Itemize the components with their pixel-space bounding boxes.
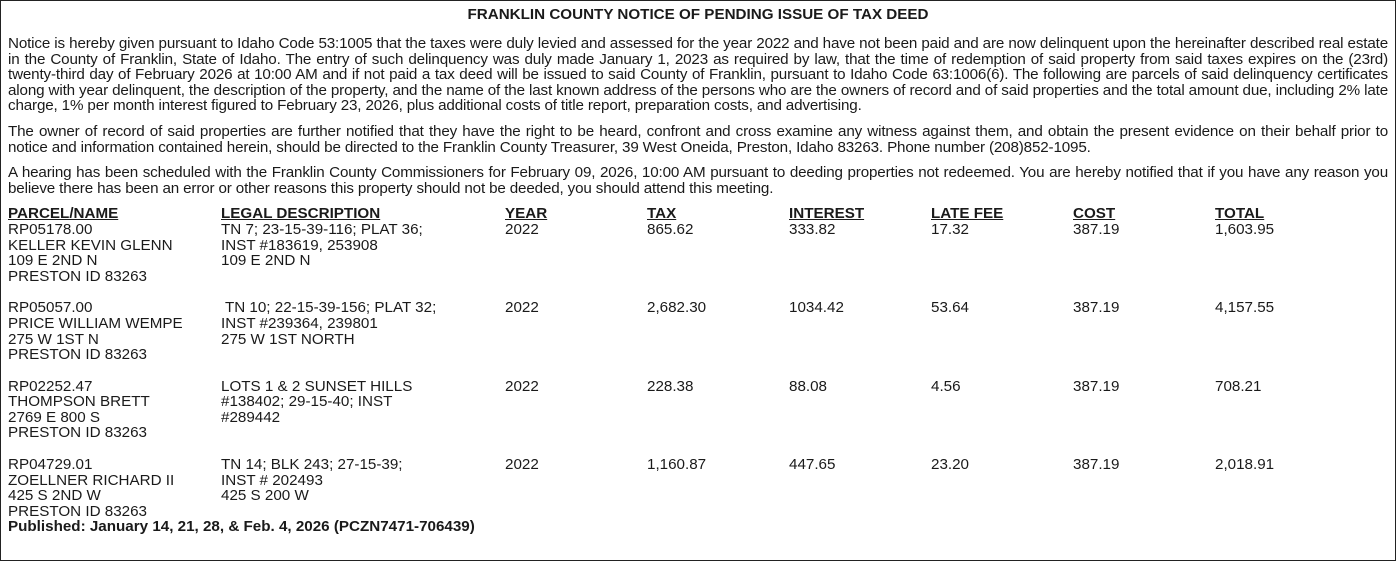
legal-description-cell xyxy=(221,222,505,284)
header-tax: TAX xyxy=(647,205,677,223)
cost-cell: 387.19 xyxy=(1073,220,1120,238)
legal-line: 425 S 200 W xyxy=(221,487,309,505)
parcel-line: 275 W 1ST N xyxy=(8,330,99,348)
interest-cell: 447.65 xyxy=(789,456,836,474)
parcel-line: 2769 E 800 S xyxy=(8,408,101,426)
tax-cell: 2,682.30 xyxy=(647,299,707,317)
parcel-line: KELLER KEVIN GLENN xyxy=(8,236,173,254)
publication-footer: Published: January 14, 21, 28, & Feb. 4, 2026 (PCZN7471-706439) xyxy=(8,518,475,536)
legal-line: #289442 xyxy=(221,408,281,426)
legal-line: INST #183619, 253908 xyxy=(221,236,378,254)
late-fee-cell: 4.56 xyxy=(931,377,961,395)
row-spacer xyxy=(8,363,1385,379)
year-cell: 2022 xyxy=(505,456,539,474)
header-parcel-name: PARCEL/NAME xyxy=(8,205,119,223)
parcel-line: ZOELLNER RICHARD II xyxy=(8,471,175,489)
tax-cell: 865.62 xyxy=(647,220,694,238)
parcel-line: PRESTON ID 83263 xyxy=(8,502,148,520)
legal-line: #138402; 29-15-40; INST xyxy=(221,393,393,411)
legal-line: TN 7; 23-15-39-116; PLAT 36; xyxy=(221,220,423,238)
legal-line: INST #239364, 239801 xyxy=(221,314,378,332)
interest-cell: 1034.42 xyxy=(789,299,844,317)
year-cell: 2022 xyxy=(505,220,539,238)
cost-cell: 387.19 xyxy=(1073,377,1120,395)
interest-cell: 88.08 xyxy=(789,377,828,395)
parcel-line: PRESTON ID 83263 xyxy=(8,346,148,364)
parcel-line: 109 E 2ND N xyxy=(8,252,98,270)
total-cell: 708.21 xyxy=(1215,377,1262,395)
parcel-line: PRESTON ID 83263 xyxy=(8,424,148,442)
notice-title: FRANKLIN COUNTY NOTICE OF PENDING ISSUE OF TAX DEED xyxy=(467,6,929,23)
row-spacer xyxy=(8,441,1385,457)
year-cell: 2022 xyxy=(505,377,539,395)
parcel-name-cell xyxy=(8,379,221,441)
notice-paragraph-owner-rights: The owner of record of said properties are further notified that they have the right to be heard, confront and cross examine any witness against them, and obtain the present evidence on their behalf prior to notice and information contained herein, should be directed to the Franklin County Treasurer, 39 West Oneida, Preston, Idaho 83263. Phone number (208)852-1095. xyxy=(8,122,1388,156)
legal-description-cell xyxy=(221,457,505,519)
cost-cell: 387.19 xyxy=(1073,299,1120,317)
parcel-line: RP04729.01 xyxy=(8,456,93,474)
year-cell: 2022 xyxy=(505,299,539,317)
legal-line: TN 10; 22-15-39-156; PLAT 32; xyxy=(221,299,437,317)
notice-paragraph-delinquency: Notice is hereby given pursuant to Idaho Code 53:1005 that the taxes were duly levied and assessed for the year 2022 and have not been paid and are now delinquent upon the hereinafter described real estate in the County of Franklin, State of Idaho. The entry of such delinquency was duly made January 1, 2023 as required by law, that the time of redemption of said property from said taxes expires on the (23rd) twenty-third day of February 2026 at 10:00 AM and if not paid a tax deed will be issued to said County of Franklin, pursuant to Idaho Code 63:1006(6). The following are parcels of said delinquency certificates along with year delinquent, the description of the property, and the name of the last known address of the persons who are the owners of record and of said properties and the total amount due, including 2% late charge, 1% per month interest figured to February 23, 2026, plus additional costs of title report, preparation costs, and advertising. xyxy=(8,35,1388,115)
cost-cell: 387.19 xyxy=(1073,456,1120,474)
header-interest: INTEREST xyxy=(789,205,865,223)
total-cell: 2,018.91 xyxy=(1215,456,1275,474)
parcel-line: RP05057.00 xyxy=(8,299,93,317)
header-total: TOTAL xyxy=(1215,205,1265,223)
legal-line: LOTS 1 & 2 SUNSET HILLS xyxy=(221,377,413,395)
legal-description-cell xyxy=(221,300,505,362)
parcel-line: RP02252.47 xyxy=(8,377,93,395)
legal-line: TN 14; BLK 243; 27-15-39; xyxy=(221,456,403,474)
parcel-name-cell xyxy=(8,457,221,519)
tax-cell: 1,160.87 xyxy=(647,456,707,474)
legal-description-cell xyxy=(221,379,505,441)
total-cell: 4,157.55 xyxy=(1215,299,1275,317)
header-year: YEAR xyxy=(505,205,548,223)
legal-line: 275 W 1ST NORTH xyxy=(221,330,355,348)
parcel-name-cell xyxy=(8,222,221,284)
total-cell: 1,603.95 xyxy=(1215,220,1275,238)
legal-line: INST # 202493 xyxy=(221,471,323,489)
interest-cell: 333.82 xyxy=(789,220,836,238)
parcel-table xyxy=(8,206,1388,519)
parcel-line: PRICE WILLIAM WEMPE xyxy=(8,314,183,332)
parcel-line: THOMPSON BRETT xyxy=(8,393,150,411)
row-spacer xyxy=(8,284,1385,300)
parcel-line: 425 S 2ND W xyxy=(8,487,101,505)
tax-cell: 228.38 xyxy=(647,377,694,395)
parcel-name-cell xyxy=(8,300,221,362)
parcel-line: PRESTON ID 83263 xyxy=(8,267,148,285)
late-fee-cell: 23.20 xyxy=(931,456,970,474)
header-legal-description: LEGAL DESCRIPTION xyxy=(221,205,381,223)
parcel-line: RP05178.00 xyxy=(8,220,93,238)
header-late-fee: LATE FEE xyxy=(931,205,1004,223)
header-cost: COST xyxy=(1073,205,1116,223)
late-fee-cell: 17.32 xyxy=(931,220,970,238)
late-fee-cell: 53.64 xyxy=(931,299,970,317)
notice-paragraph-hearing: A hearing has been scheduled with the Franklin County Commissioners for February 09, 2026, 10:00 AM pursuant to deeding properties not redeemed. You are hereby notified that if you have any reason you believe there has been an error or other reasons this property should not be deeded, you should attend this meeting. xyxy=(8,164,1388,197)
legal-line: 109 E 2ND N xyxy=(221,252,311,270)
